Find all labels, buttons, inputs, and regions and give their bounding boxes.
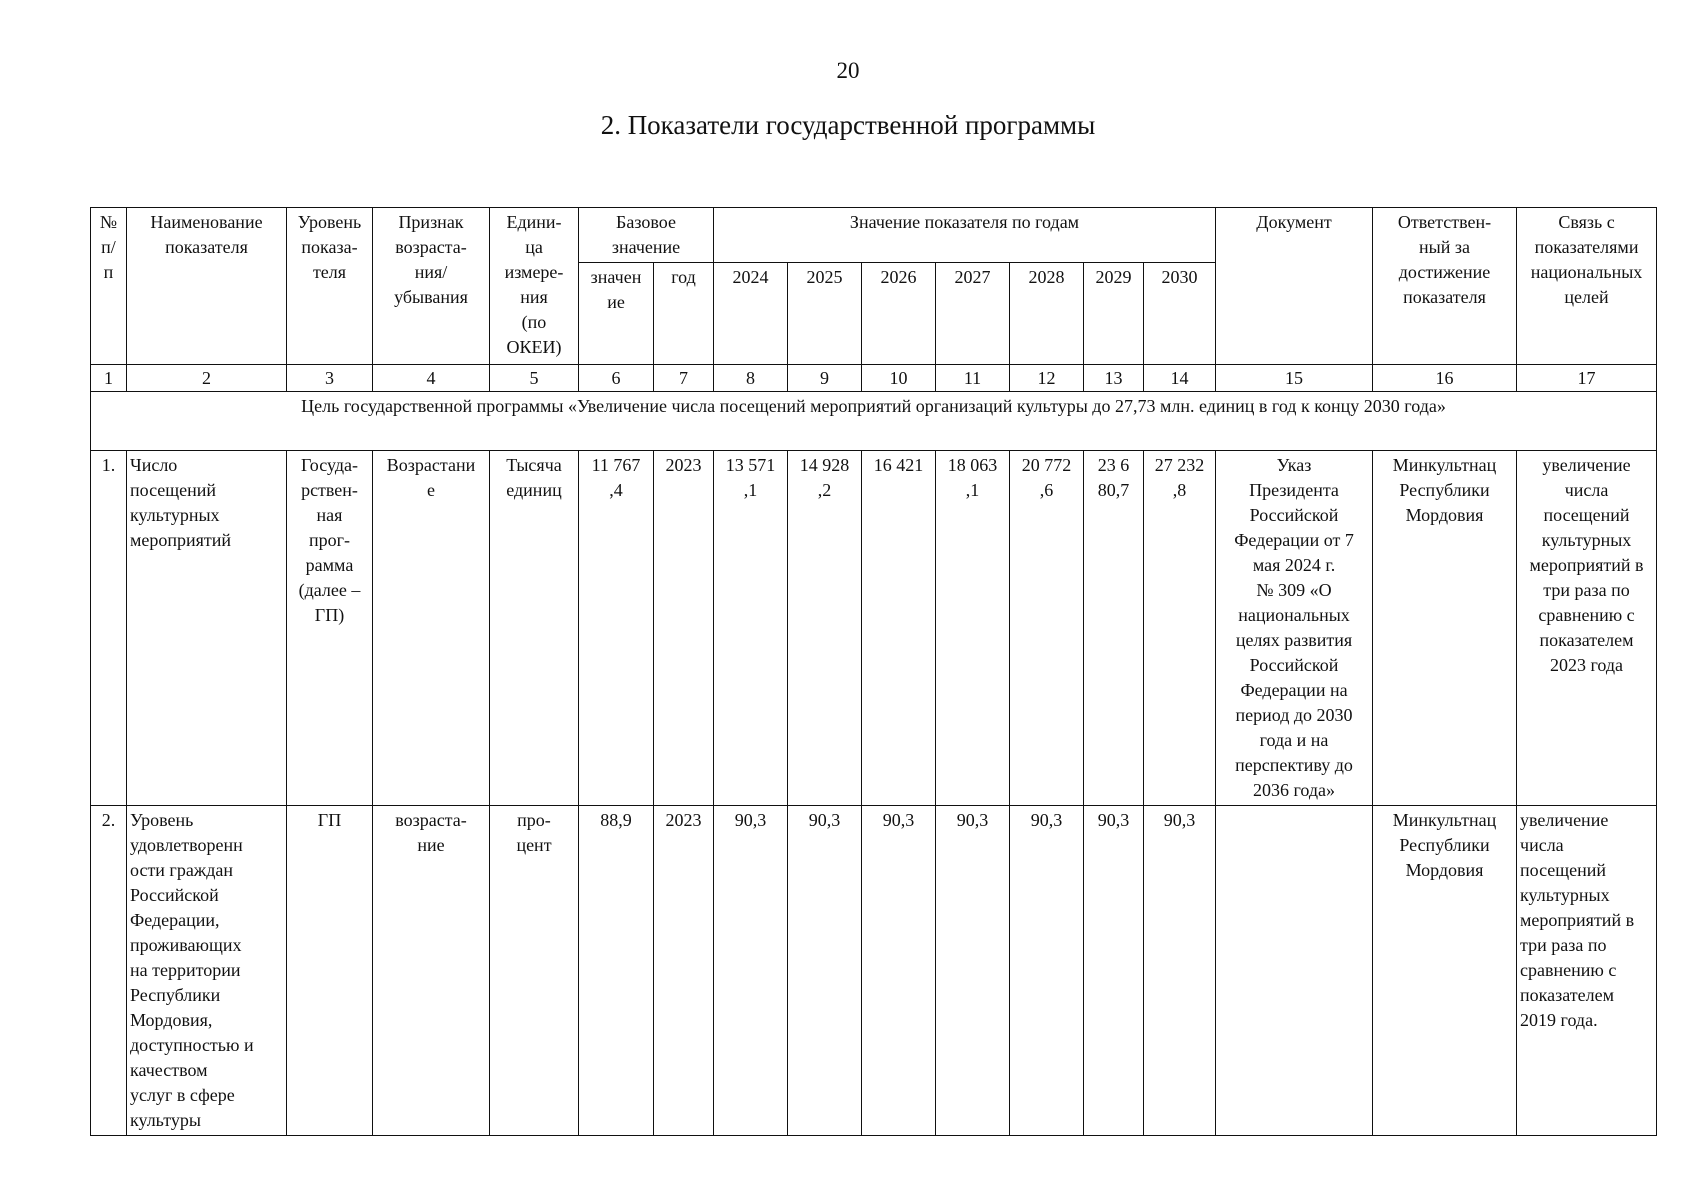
row-value-2028: 20 772 ,6 [1010,451,1084,806]
header-document: Документ [1216,208,1373,365]
header-year: 2027 [936,263,1010,365]
row-value-2029: 23 6 80,7 [1084,451,1144,806]
header-year: 2030 [1144,263,1216,365]
row-indicator-name: Уровень удовлетворенн ости граждан Российской Федерации, проживающих на территории Республики Мордовия, доступностью и качеством услуг в сфере культуры [127,806,287,1136]
header-year: 2025 [788,263,862,365]
table-row [91,451,1657,806]
row-base-year: 2023 [654,451,714,806]
row-national-goal-link: увеличение числа посещений культурных мероприятий в три раза по сравнению с показателем 2023 года [1517,451,1657,806]
column-number: 9 [788,365,862,392]
column-number: 4 [373,365,490,392]
column-number: 3 [287,365,373,392]
indicators-table [90,207,1657,1136]
header-level: Уровень показа- теля [287,208,373,365]
goal-text: Цель государственной программы «Увеличение числа посещений мероприятий организаций культуры до 27,73 млн. единиц в год к концу 2030 года» [91,392,1657,451]
header-name: Наименование показателя [127,208,287,365]
row-value-2024: 90,3 [714,806,788,1136]
column-number: 13 [1084,365,1144,392]
header-base-value: значен ие [579,263,654,365]
column-number: 1 [91,365,127,392]
column-number: 5 [490,365,579,392]
header-row-1 [91,208,1657,263]
column-number: 7 [654,365,714,392]
header-num: № п/ п [91,208,127,365]
row-unit: Тысяча единиц [490,451,579,806]
row-value-2026: 16 421 [862,451,936,806]
row-num: 1. [91,451,127,806]
column-number: 11 [936,365,1010,392]
goal-row [91,392,1657,451]
header-trend: Признак возраста- ния/ убывания [373,208,490,365]
column-number: 17 [1517,365,1657,392]
page-number: 20 [836,58,860,83]
row-responsible: Минкультнац Республики Мордовия [1373,451,1517,806]
row-trend: Возрастани е [373,451,490,806]
row-value-2030: 90,3 [1144,806,1216,1136]
column-number: 16 [1373,365,1517,392]
column-number: 8 [714,365,788,392]
row-document: Указ Президента Российской Федерации от 7 мая 2024 г. № 309 «О национальных целях развития Российской Федерации на период до 2030 года и на перспективу до 2036 года» [1216,451,1373,806]
header-year: 2024 [714,263,788,365]
row-base-value: 11 767 ,4 [579,451,654,806]
row-responsible: Минкультнац Республики Мордовия [1373,806,1517,1136]
header-year: 2029 [1084,263,1144,365]
row-value-2024: 13 571 ,1 [714,451,788,806]
row-value-2028: 90,3 [1010,806,1084,1136]
header-base: Базовое значение [579,208,714,263]
row-level: ГП [287,806,373,1136]
header-responsible: Ответствен- ный за достижение показателя [1373,208,1517,365]
header-link: Связь с показателями национальных целей [1517,208,1657,365]
header-year: 2028 [1010,263,1084,365]
column-number: 14 [1144,365,1216,392]
column-number: 12 [1010,365,1084,392]
column-number: 2 [127,365,287,392]
column-number: 10 [862,365,936,392]
table-row [91,806,1657,1136]
document-title: 2. Показатели государственной программы [600,110,1096,140]
row-value-2027: 90,3 [936,806,1010,1136]
row-national-goal-link: увеличение числа посещений культурных мероприятий в три раза по сравнению с показателем 2019 года. [1517,806,1657,1136]
column-number: 6 [579,365,654,392]
row-value-2030: 27 232 ,8 [1144,451,1216,806]
row-value-2027: 18 063 ,1 [936,451,1010,806]
row-unit: про- цент [490,806,579,1136]
header-by-years: Значение показателя по годам [714,208,1216,263]
row-value-2026: 90,3 [862,806,936,1136]
row-base-value: 88,9 [579,806,654,1136]
row-num: 2. [91,806,127,1136]
row-value-2025: 14 928 ,2 [788,451,862,806]
row-trend: возраста- ние [373,806,490,1136]
row-value-2029: 90,3 [1084,806,1144,1136]
row-indicator-name: Число посещений культурных мероприятий [127,451,287,806]
row-level: Госуда- рствен- ная прог- рамма (далее – ГП) [287,451,373,806]
header-base-year: год [654,263,714,365]
row-document [1216,806,1373,1136]
header-year: 2026 [862,263,936,365]
row-base-year: 2023 [654,806,714,1136]
header-unit: Едини- ца измере- ния (по ОКЕИ) [490,208,579,365]
row-value-2025: 90,3 [788,806,862,1136]
column-number-row [91,365,1657,392]
column-number: 15 [1216,365,1373,392]
